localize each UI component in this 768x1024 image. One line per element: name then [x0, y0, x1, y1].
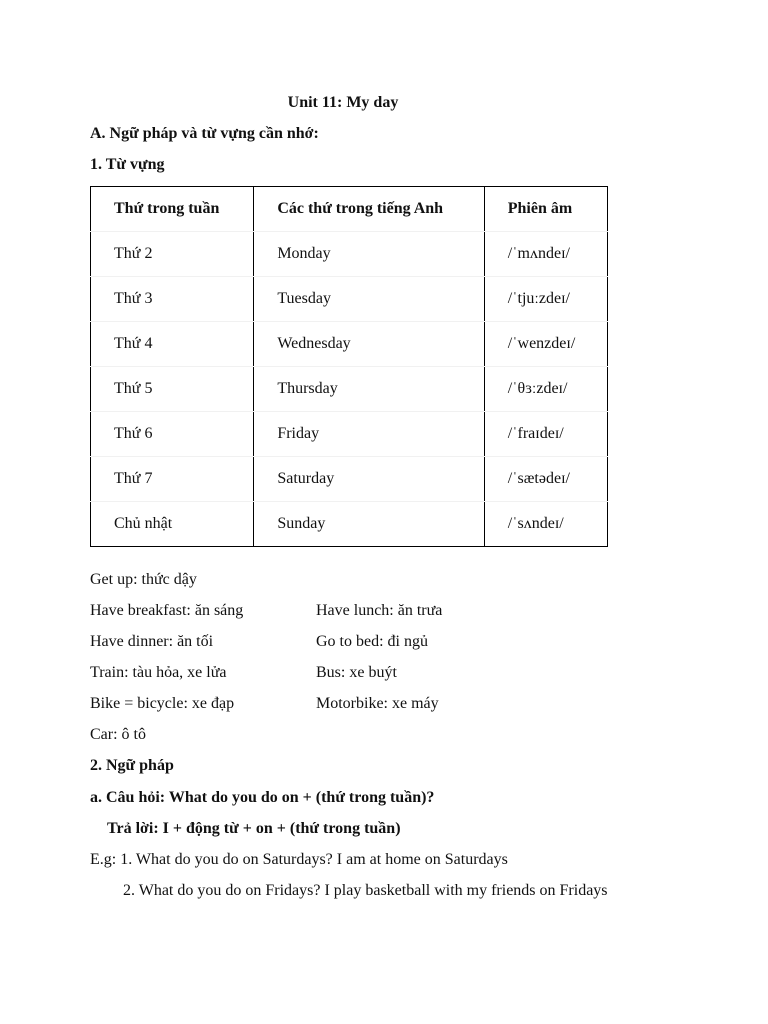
grammar-answer: Trả lời: I + động từ + on + (thứ trong tuần)	[107, 820, 401, 837]
section-2-heading: 2. Ngữ pháp	[90, 757, 174, 774]
table-row	[91, 412, 608, 457]
vocab-motorbike: Motorbike: xe máy	[316, 695, 439, 712]
table-row	[91, 277, 608, 322]
vocab-bus: Bus: xe buýt	[316, 664, 397, 681]
table-cell: /ˈfraɪdeɪ/	[484, 412, 607, 457]
section-a-heading: A. Ngữ pháp và từ vựng cần nhớ:	[90, 125, 319, 142]
table-cell: Thứ 3	[91, 277, 254, 322]
vocab-get-up: Get up: thức dậy	[90, 571, 197, 588]
example-1: E.g: 1. What do you do on Saturdays? I am at home on Saturdays	[90, 851, 508, 868]
section-1-heading: 1. Từ vựng	[90, 156, 165, 173]
table-cell: Wednesday	[254, 322, 484, 367]
page-title: Unit 11: My day	[287, 94, 399, 111]
table-cell: /ˈwenzdeɪ/	[484, 322, 607, 367]
table-row	[91, 232, 608, 277]
table-row	[91, 457, 608, 502]
table-row	[91, 367, 608, 412]
vocab-go-to-bed: Go to bed: đi ngủ	[316, 633, 428, 650]
table-header-row	[91, 187, 608, 232]
table-row	[91, 322, 608, 367]
grammar-question: a. Câu hỏi: What do you do on + (thứ trong tuần)?	[90, 789, 435, 806]
table-cell: Thứ 4	[91, 322, 254, 367]
table-cell: Thứ 6	[91, 412, 254, 457]
table-cell: Chủ nhật	[91, 502, 254, 547]
vocab-bike: Bike = bicycle: xe đạp	[90, 695, 235, 712]
table-cell: Saturday	[254, 457, 484, 502]
table-cell: Thứ 5	[91, 367, 254, 412]
vocab-car: Car: ô tô	[90, 726, 146, 743]
vocab-have-dinner: Have dinner: ăn tối	[90, 633, 214, 650]
example-2: 2. What do you do on Fridays? I play basketball with my friends on Fridays	[123, 882, 608, 899]
vocab-train: Train: tàu hỏa, xe lửa	[90, 664, 227, 681]
table-cell: Thursday	[254, 367, 484, 412]
table-cell: Thứ 7	[91, 457, 254, 502]
vocab-have-lunch: Have lunch: ăn trưa	[316, 602, 443, 619]
table-cell: /ˈsætədeɪ/	[484, 457, 607, 502]
header-cell: Phiên âm	[484, 187, 607, 232]
table-cell: /ˈsʌndeɪ/	[484, 502, 607, 547]
table-cell: /ˈθɜːzdeɪ/	[484, 367, 607, 412]
weekday-table	[90, 186, 608, 547]
table-cell: Friday	[254, 412, 484, 457]
table-cell: Thứ 2	[91, 232, 254, 277]
vocab-have-breakfast: Have breakfast: ăn sáng	[90, 602, 244, 619]
header-cell: Thứ trong tuần	[91, 187, 254, 232]
table-cell: /ˈtjuːzdeɪ/	[484, 277, 607, 322]
table-cell: /ˈmʌndeɪ/	[484, 232, 607, 277]
table-row	[91, 502, 608, 547]
header-cell: Các thứ trong tiếng Anh	[254, 187, 484, 232]
table-cell: Sunday	[254, 502, 484, 547]
table-cell: Tuesday	[254, 277, 484, 322]
table-cell: Monday	[254, 232, 484, 277]
